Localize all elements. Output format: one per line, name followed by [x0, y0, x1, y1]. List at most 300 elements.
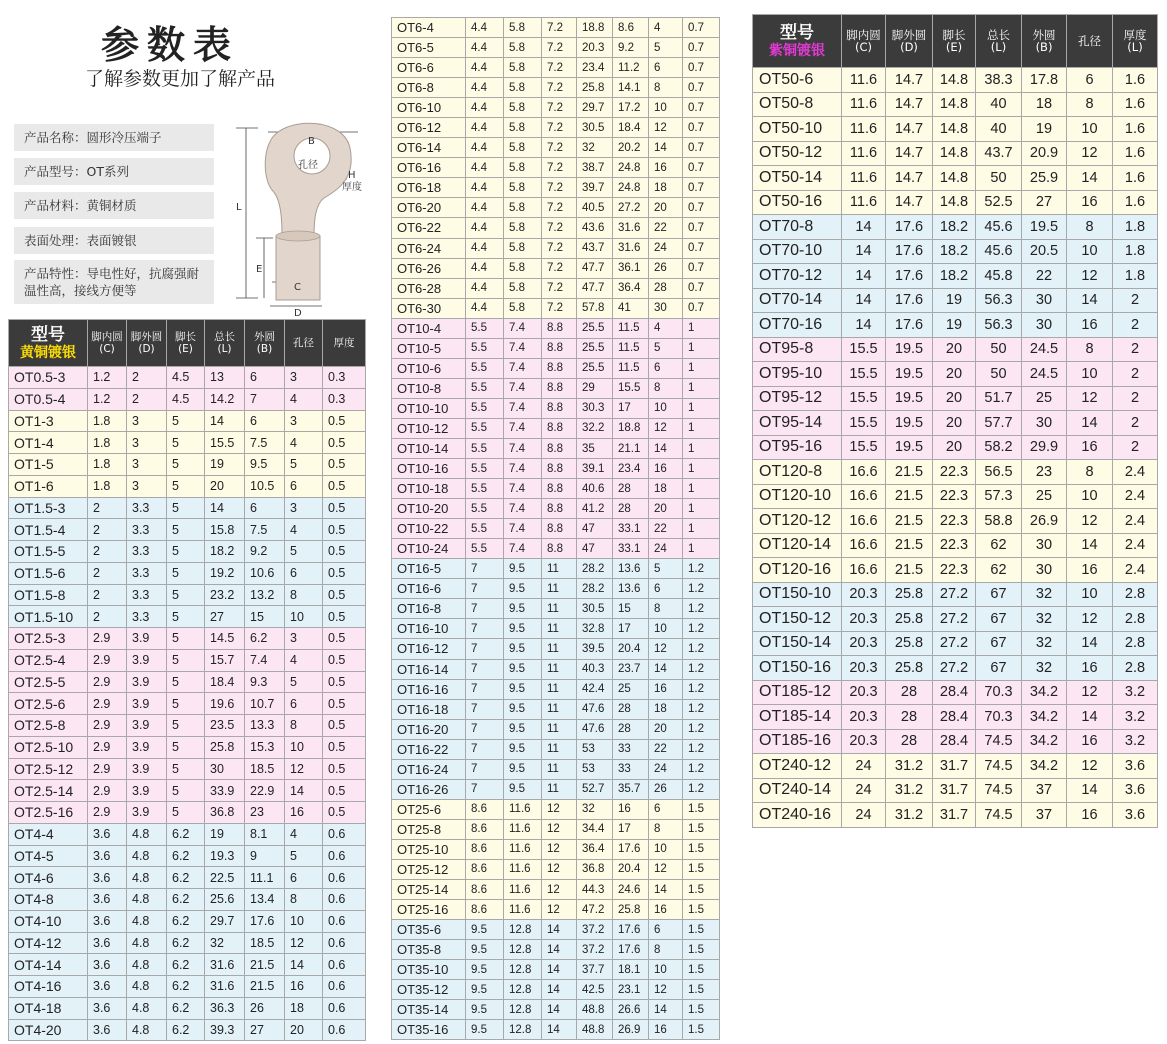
table-row: [9, 671, 366, 693]
value-cell: 24: [649, 759, 683, 779]
value-cell: 43.6: [577, 218, 613, 238]
value-cell: 15.5: [842, 435, 886, 460]
value-cell: 1.2: [683, 639, 720, 659]
value-cell: 2: [127, 388, 167, 410]
value-cell: 70.3: [976, 680, 1022, 705]
value-cell: 21.1: [613, 438, 649, 458]
value-cell: 27: [1022, 190, 1067, 215]
model-cell: OT6-16: [392, 158, 466, 178]
value-cell: 31.6: [205, 954, 245, 976]
value-cell: 21.5: [886, 484, 933, 509]
value-cell: 67: [976, 631, 1022, 656]
value-cell: 16: [1067, 656, 1113, 681]
value-cell: 5.5: [466, 398, 504, 418]
model-cell: OT35-12: [392, 980, 466, 1000]
value-cell: 19.3: [205, 845, 245, 867]
table-row: [392, 940, 720, 960]
value-cell: 37: [1022, 778, 1067, 803]
model-cell: OT16-24: [392, 759, 466, 779]
header-col: 脚外圆 (D): [886, 15, 933, 68]
value-cell: 14: [649, 1000, 683, 1020]
value-cell: 42.5: [577, 980, 613, 1000]
table-row: [392, 980, 720, 1000]
value-cell: 2: [1113, 313, 1158, 338]
value-cell: 1: [683, 358, 720, 378]
value-cell: 14: [649, 659, 683, 679]
value-cell: 32: [1022, 582, 1067, 607]
table-row: [753, 460, 1158, 485]
value-cell: 7.2: [542, 278, 577, 298]
header-col: 脚内圆 (C): [88, 320, 127, 367]
value-cell: 14: [542, 1020, 577, 1040]
label-thickness: 厚度: [342, 182, 362, 193]
value-cell: 1.5: [683, 960, 720, 980]
table-row: [392, 839, 720, 859]
value-cell: 18.2: [933, 239, 976, 264]
value-cell: 2: [127, 367, 167, 389]
value-cell: 1.6: [1113, 166, 1158, 191]
value-cell: 36.3: [205, 997, 245, 1019]
value-cell: 5: [167, 736, 205, 758]
value-cell: 24.5: [1022, 337, 1067, 362]
model-cell: OT16-8: [392, 599, 466, 619]
value-cell: 4.8: [127, 997, 167, 1019]
value-cell: 16: [1067, 803, 1113, 828]
value-cell: 14: [649, 138, 683, 158]
value-cell: 0.7: [683, 298, 720, 318]
spec-table-copper: [752, 14, 1158, 828]
value-cell: 8.6: [466, 819, 504, 839]
value-cell: 4.4: [466, 78, 504, 98]
value-cell: 47: [577, 519, 613, 539]
value-cell: 0.7: [683, 218, 720, 238]
value-cell: 7: [466, 759, 504, 779]
value-cell: 2: [1113, 411, 1158, 436]
value-cell: 10.5: [245, 475, 285, 497]
value-cell: 21.5: [245, 976, 285, 998]
value-cell: 14: [205, 410, 245, 432]
value-cell: 47.7: [577, 278, 613, 298]
table-row: [392, 298, 720, 318]
value-cell: 5.5: [466, 418, 504, 438]
table-row: [9, 693, 366, 715]
value-cell: 27: [205, 606, 245, 628]
value-cell: 9.5: [504, 739, 542, 759]
table-row: [9, 475, 366, 497]
value-cell: 9.5: [466, 1020, 504, 1040]
value-cell: 0.7: [683, 178, 720, 198]
value-cell: 5.5: [466, 438, 504, 458]
value-cell: 8.8: [542, 378, 577, 398]
value-cell: 28: [613, 719, 649, 739]
value-cell: 53: [577, 759, 613, 779]
value-cell: 10: [285, 736, 323, 758]
table-row: [392, 960, 720, 980]
value-cell: 14: [542, 940, 577, 960]
header-col: 脚长 (E): [933, 15, 976, 68]
value-cell: 14: [649, 880, 683, 900]
header-col: 脚长 (E): [167, 320, 205, 367]
table-row: [392, 238, 720, 258]
label-b: B: [308, 136, 315, 147]
value-cell: 37.2: [577, 920, 613, 940]
value-cell: 14: [842, 215, 886, 240]
header-col: 孔径: [285, 320, 323, 367]
value-cell: 32.2: [577, 418, 613, 438]
value-cell: 14.8: [933, 190, 976, 215]
table-row: [392, 639, 720, 659]
model-cell: OT35-6: [392, 920, 466, 940]
header-model: [753, 15, 842, 68]
value-cell: 11: [542, 699, 577, 719]
table-row: [753, 68, 1158, 93]
label-d: D: [294, 308, 302, 318]
value-cell: 15.5: [842, 337, 886, 362]
value-cell: 19: [205, 454, 245, 476]
table-row: [392, 779, 720, 799]
value-cell: 20.3: [842, 705, 886, 730]
value-cell: 50: [976, 362, 1022, 387]
table-row: [753, 754, 1158, 779]
value-cell: 50: [976, 337, 1022, 362]
value-cell: 4: [649, 18, 683, 38]
value-cell: 32: [1022, 607, 1067, 632]
value-cell: 21.5: [245, 954, 285, 976]
value-cell: 52.7: [577, 779, 613, 799]
value-cell: 1: [683, 479, 720, 499]
value-cell: 23: [245, 802, 285, 824]
value-cell: 0.6: [323, 954, 366, 976]
table-row: [9, 454, 366, 476]
value-cell: 5.5: [466, 338, 504, 358]
value-cell: 10: [285, 606, 323, 628]
model-cell: OT4-16: [9, 976, 88, 998]
value-cell: 1: [683, 418, 720, 438]
value-cell: 28: [886, 705, 933, 730]
value-cell: 33: [613, 759, 649, 779]
value-cell: 36.1: [613, 258, 649, 278]
value-cell: 32: [577, 799, 613, 819]
value-cell: 4.4: [466, 278, 504, 298]
value-cell: 2.9: [88, 802, 127, 824]
value-cell: 16.6: [842, 509, 886, 534]
value-cell: 31.7: [933, 778, 976, 803]
model-cell: OT95-12: [753, 386, 842, 411]
value-cell: 23.4: [577, 58, 613, 78]
value-cell: 1.8: [88, 454, 127, 476]
model-cell: OT185-12: [753, 680, 842, 705]
value-cell: 15.8: [205, 519, 245, 541]
value-cell: 19.5: [886, 337, 933, 362]
value-cell: 7.4: [504, 479, 542, 499]
value-cell: 5.5: [466, 358, 504, 378]
value-cell: 12: [649, 418, 683, 438]
value-cell: 3.3: [127, 562, 167, 584]
value-cell: 3: [285, 628, 323, 650]
value-cell: 15.5: [205, 432, 245, 454]
value-cell: 58.8: [976, 509, 1022, 534]
value-cell: 5: [167, 519, 205, 541]
value-cell: 6: [649, 579, 683, 599]
value-cell: 8: [1067, 460, 1113, 485]
value-cell: 47: [577, 539, 613, 559]
value-cell: 5.8: [504, 278, 542, 298]
value-cell: 4.4: [466, 58, 504, 78]
value-cell: 8: [1067, 92, 1113, 117]
value-cell: 45.6: [976, 215, 1022, 240]
value-cell: 28: [613, 699, 649, 719]
value-cell: 1.2: [88, 388, 127, 410]
value-cell: 16: [649, 459, 683, 479]
value-cell: 16.6: [842, 484, 886, 509]
value-cell: 11.6: [504, 859, 542, 879]
model-cell: OT1.5-10: [9, 606, 88, 628]
model-cell: OT240-12: [753, 754, 842, 779]
value-cell: 14: [649, 438, 683, 458]
value-cell: 0.7: [683, 278, 720, 298]
value-cell: 20.3: [577, 38, 613, 58]
table-row: [753, 607, 1158, 632]
value-cell: 5.8: [504, 198, 542, 218]
value-cell: 3.9: [127, 802, 167, 824]
model-cell: OT6-24: [392, 238, 466, 258]
model-cell: OT1-5: [9, 454, 88, 476]
table-row: [392, 859, 720, 879]
value-cell: 14: [1067, 288, 1113, 313]
value-cell: 14.7: [886, 117, 933, 142]
model-cell: OT16-20: [392, 719, 466, 739]
value-cell: 19.5: [886, 362, 933, 387]
table-row: [753, 582, 1158, 607]
value-cell: 5.5: [466, 459, 504, 479]
value-cell: 12.8: [504, 1020, 542, 1040]
value-cell: 1.2: [683, 559, 720, 579]
value-cell: 7.2: [542, 258, 577, 278]
table-row: [392, 118, 720, 138]
value-cell: 1.5: [683, 920, 720, 940]
value-cell: 14.7: [886, 141, 933, 166]
value-cell: 32: [577, 138, 613, 158]
model-cell: OT16-5: [392, 559, 466, 579]
value-cell: 35: [577, 438, 613, 458]
value-cell: 34.2: [1022, 705, 1067, 730]
table-row: [753, 705, 1158, 730]
table-row: [753, 141, 1158, 166]
model-cell: OT10-14: [392, 438, 466, 458]
table-row: [392, 378, 720, 398]
table-row: [753, 484, 1158, 509]
header-model: [9, 320, 88, 367]
model-cell: OT0.5-4: [9, 388, 88, 410]
value-cell: 9.5: [504, 579, 542, 599]
value-cell: 20: [285, 1019, 323, 1041]
value-cell: 6.2: [167, 932, 205, 954]
model-cell: OT2.5-6: [9, 693, 88, 715]
value-cell: 7.2: [542, 138, 577, 158]
value-cell: 17: [613, 398, 649, 418]
value-cell: 7.2: [542, 158, 577, 178]
table-row: [392, 158, 720, 178]
value-cell: 20.4: [613, 639, 649, 659]
value-cell: 18.2: [205, 541, 245, 563]
model-cell: OT1.5-5: [9, 541, 88, 563]
model-cell: OT25-16: [392, 900, 466, 920]
value-cell: 0.6: [323, 910, 366, 932]
model-cell: OT16-10: [392, 619, 466, 639]
value-cell: 15.5: [842, 362, 886, 387]
model-cell: OT6-22: [392, 218, 466, 238]
table-row: [9, 519, 366, 541]
value-cell: 5: [167, 649, 205, 671]
value-cell: 29.7: [577, 98, 613, 118]
value-cell: 18: [1022, 92, 1067, 117]
value-cell: 34.2: [1022, 729, 1067, 754]
value-cell: 0.5: [323, 802, 366, 824]
value-cell: 9.5: [504, 699, 542, 719]
value-cell: 5.8: [504, 178, 542, 198]
table-row: [392, 398, 720, 418]
value-cell: 6: [649, 358, 683, 378]
value-cell: 5: [649, 559, 683, 579]
value-cell: 12: [542, 859, 577, 879]
value-cell: 1.8: [1113, 215, 1158, 240]
value-cell: 2.8: [1113, 582, 1158, 607]
model-cell: OT2.5-8: [9, 715, 88, 737]
value-cell: 22.3: [933, 533, 976, 558]
value-cell: 26.9: [613, 1020, 649, 1040]
model-cell: OT1-6: [9, 475, 88, 497]
value-cell: 0.5: [323, 562, 366, 584]
value-cell: 18.8: [613, 418, 649, 438]
value-cell: 7.4: [504, 318, 542, 338]
value-cell: 5: [285, 671, 323, 693]
value-cell: 21.5: [886, 509, 933, 534]
value-cell: 18.4: [613, 118, 649, 138]
value-cell: 17: [613, 619, 649, 639]
value-cell: 1: [683, 499, 720, 519]
value-cell: 3.3: [127, 519, 167, 541]
value-cell: 14.8: [933, 141, 976, 166]
value-cell: 29.9: [1022, 435, 1067, 460]
value-cell: 0.5: [323, 715, 366, 737]
table-row: [392, 719, 720, 739]
value-cell: 4.8: [127, 1019, 167, 1041]
value-cell: 10: [285, 910, 323, 932]
value-cell: 1.2: [683, 699, 720, 719]
model-cell: OT185-16: [753, 729, 842, 754]
value-cell: 5: [167, 497, 205, 519]
value-cell: 4.4: [466, 198, 504, 218]
value-cell: 29: [577, 378, 613, 398]
value-cell: 14: [205, 497, 245, 519]
model-cell: OT120-10: [753, 484, 842, 509]
table-row: [392, 418, 720, 438]
value-cell: 19.6: [205, 693, 245, 715]
value-cell: 23.7: [613, 659, 649, 679]
value-cell: 14.7: [886, 68, 933, 93]
model-cell: OT150-16: [753, 656, 842, 681]
value-cell: 27.2: [933, 656, 976, 681]
value-cell: 7.4: [504, 358, 542, 378]
value-cell: 20.3: [842, 680, 886, 705]
model-cell: OT50-10: [753, 117, 842, 142]
value-cell: 25.8: [886, 656, 933, 681]
value-cell: 20.2: [613, 138, 649, 158]
value-cell: 0.6: [323, 976, 366, 998]
value-cell: 16: [285, 976, 323, 998]
model-cell: OT10-5: [392, 338, 466, 358]
value-cell: 5: [167, 758, 205, 780]
label-hole: 孔径: [298, 160, 318, 171]
table-row: [392, 78, 720, 98]
value-cell: 3.9: [127, 671, 167, 693]
value-cell: 4.4: [466, 298, 504, 318]
model-cell: OT2.5-5: [9, 671, 88, 693]
value-cell: 5.5: [466, 519, 504, 539]
value-cell: 18.5: [245, 932, 285, 954]
value-cell: 8.6: [466, 900, 504, 920]
value-cell: 7.2: [542, 298, 577, 318]
model-cell: OT35-14: [392, 1000, 466, 1020]
model-cell: OT6-26: [392, 258, 466, 278]
value-cell: 3.6: [88, 889, 127, 911]
value-cell: 8.1: [245, 823, 285, 845]
value-cell: 3.9: [127, 780, 167, 802]
value-cell: 12.8: [504, 940, 542, 960]
value-cell: 1.2: [683, 679, 720, 699]
value-cell: 25.5: [577, 318, 613, 338]
value-cell: 7.4: [504, 338, 542, 358]
value-cell: 4.8: [127, 845, 167, 867]
value-cell: 4.5: [167, 367, 205, 389]
value-cell: 7: [466, 699, 504, 719]
value-cell: 8.8: [542, 358, 577, 378]
value-cell: 7.5: [245, 519, 285, 541]
value-cell: 9.5: [504, 559, 542, 579]
value-cell: 8: [1067, 215, 1113, 240]
value-cell: 25.8: [613, 900, 649, 920]
value-cell: 30.5: [577, 599, 613, 619]
value-cell: 1.5: [683, 819, 720, 839]
value-cell: 30: [205, 758, 245, 780]
value-cell: 4: [285, 649, 323, 671]
value-cell: 7.5: [245, 432, 285, 454]
value-cell: 31.6: [613, 218, 649, 238]
page-subtitle: 了解参数更加了解产品: [84, 68, 275, 90]
value-cell: 9.5: [466, 1000, 504, 1020]
value-cell: 7.4: [504, 499, 542, 519]
value-cell: 25.8: [886, 631, 933, 656]
value-cell: 32: [1022, 631, 1067, 656]
model-cell: OT50-14: [753, 166, 842, 191]
table-row: [753, 117, 1158, 142]
value-cell: 2: [1113, 288, 1158, 313]
value-cell: 4.4: [466, 38, 504, 58]
value-cell: 2: [88, 519, 127, 541]
value-cell: 0.7: [683, 98, 720, 118]
value-cell: 12: [1067, 509, 1113, 534]
value-cell: 2.4: [1113, 484, 1158, 509]
model-cell: OT120-8: [753, 460, 842, 485]
value-cell: 10.6: [245, 562, 285, 584]
value-cell: 14: [842, 288, 886, 313]
value-cell: 21.5: [886, 558, 933, 583]
value-cell: 16: [1067, 313, 1113, 338]
value-cell: 6.2: [167, 997, 205, 1019]
table-row: [9, 649, 366, 671]
value-cell: 10: [649, 398, 683, 418]
value-cell: 14.8: [933, 166, 976, 191]
